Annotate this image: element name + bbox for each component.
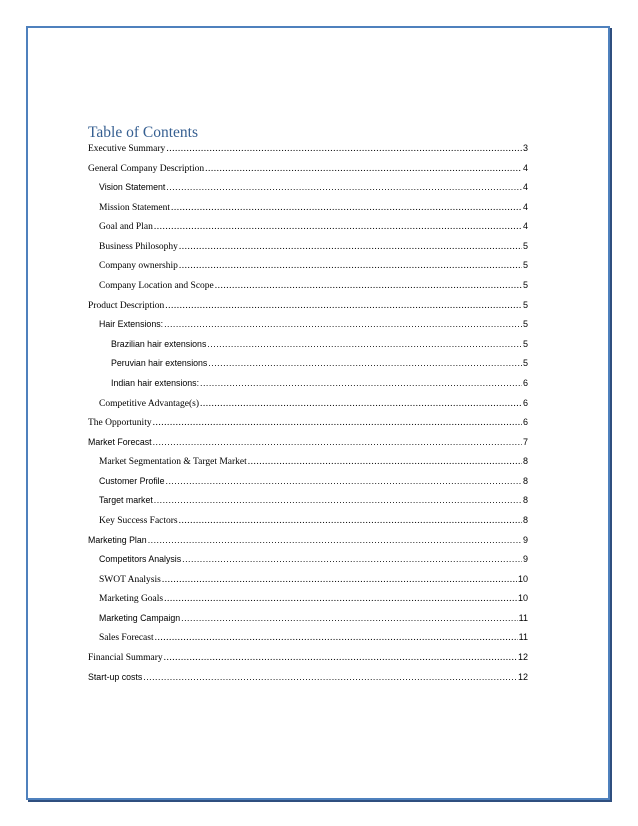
toc-entry[interactable] [88,417,528,437]
toc-entry-page: 8 [522,456,528,467]
toc-entry[interactable] [88,241,528,261]
toc-dot-leader [207,339,522,349]
toc-entry-label: Peruvian hair extensions [111,358,208,369]
toc-entry-page: 10 [517,593,528,604]
toc-entry-page: 11 [518,632,528,643]
toc-dot-leader [166,182,522,192]
toc-entry[interactable] [88,456,528,476]
toc-entry-page: 8 [522,514,528,525]
toc-entry-page: 5 [522,338,528,349]
toc-entry[interactable] [88,163,528,183]
toc-entry-page: 5 [522,280,528,291]
toc-entry-label: Target market [99,495,153,506]
toc-dot-leader [215,281,522,291]
toc-entry[interactable] [88,358,528,378]
toc-entry-page: 8 [522,475,528,486]
toc-entry-label: SWOT Analysis [99,574,161,585]
toc-dot-leader [162,575,517,585]
toc-dot-leader [179,261,522,271]
toc-entry-label: Market Segmentation & Target Market [99,457,247,468]
toc-entry-label: Product Description [88,300,165,311]
toc-entry[interactable] [88,632,528,652]
toc-dot-leader [182,554,522,564]
toc-entry[interactable] [88,280,528,300]
toc-dot-leader [179,516,522,526]
toc-entry-page: 4 [522,221,528,232]
toc-dot-leader [155,633,518,643]
toc-dot-leader [154,222,522,232]
toc-entry-label: Competitors Analysis [99,554,182,565]
toc-entry-page: 11 [518,612,528,623]
toc-entry-page: 7 [522,436,528,447]
toc-entry-label: Competitive Advantage(s) [99,398,199,409]
toc-entry-label: Customer Profile [99,475,165,486]
toc-entry[interactable] [88,515,528,535]
toc-entry-page: 4 [522,182,528,193]
toc-dot-leader [200,378,522,388]
toc-entry-label: The Opportunity [88,418,152,429]
toc-entry-label: Hair Extensions: [99,319,164,330]
toc-entry-page: 5 [522,240,528,251]
toc-entry-page: 3 [522,143,528,153]
toc-entry-page: 9 [522,534,528,545]
toc-dot-leader [165,301,522,311]
toc-entry[interactable] [88,378,528,398]
toc-entry[interactable] [88,300,528,320]
toc-entry[interactable] [88,574,528,594]
toc-entry[interactable] [88,672,528,692]
toc-dot-leader [205,164,522,174]
toc-entry[interactable] [88,652,528,672]
toc-dot-leader [154,495,522,505]
toc-entry[interactable] [88,143,528,163]
toc-dot-leader [166,476,522,486]
toc-entry-page: 10 [517,573,528,584]
toc-entry-page: 12 [517,652,528,663]
toc-entry-page: 5 [522,358,528,369]
toc-entry-label: General Company Description [88,163,205,174]
table-of-contents [88,124,528,691]
toc-entry-page: 8 [522,495,528,506]
toc-dot-leader [208,358,522,368]
toc-entry-label: Financial Summary [88,653,163,664]
toc-entry[interactable] [88,260,528,280]
toc-dot-leader [164,653,517,663]
toc-entry[interactable] [88,339,528,359]
toc-dot-leader [148,535,522,545]
toc-entry-page: 6 [522,397,528,408]
toc-dot-leader [153,437,522,447]
toc-dot-leader [181,613,517,623]
toc-entry-label: Company ownership [99,261,178,272]
toc-entry-label: Marketing Plan [88,534,147,545]
toc-entry-label: Vision Statement [99,182,166,193]
toc-entry-page: 6 [522,377,528,388]
toc-entry-label: Mission Statement [99,202,170,213]
toc-entry[interactable] [88,535,528,555]
toc-entry-label: Indian hair extensions: [111,377,200,388]
toc-dot-leader [179,242,522,252]
toc-entry-page: 4 [522,201,528,212]
toc-entry[interactable] [88,554,528,574]
toc-entry[interactable] [88,437,528,457]
toc-entry-label: Key Success Factors [99,515,178,526]
toc-entry-label: Company Location and Scope [99,281,214,292]
toc-entry[interactable] [88,495,528,515]
toc-entry-label: Business Philosophy [99,241,178,252]
toc-dot-leader [200,399,522,409]
toc-dot-leader [164,319,522,329]
toc-entry-page: 4 [522,162,528,173]
toc-entry[interactable] [88,221,528,241]
toc-dot-leader [153,418,522,428]
toc-entry-label: Market Forecast [88,436,152,447]
toc-entry[interactable] [88,613,528,633]
toc-entry-page: 5 [522,319,528,330]
toc-entry-label: Marketing Goals [99,594,164,605]
toc-entry[interactable] [88,476,528,496]
toc-entry[interactable] [88,182,528,202]
toc-entry-label: Marketing Campaign [99,612,181,623]
toc-entry[interactable] [88,202,528,222]
toc-entry-label: Sales Forecast [99,633,154,644]
toc-list [88,143,528,691]
toc-entry-label: Goal and Plan [99,222,153,233]
toc-entry-page: 12 [517,671,528,682]
toc-entry[interactable] [88,593,528,613]
toc-entry-label: Brazilian hair extensions [111,338,207,349]
toc-entry-page: 6 [522,417,528,428]
toc-entry[interactable] [88,398,528,418]
toc-dot-leader [166,144,522,154]
toc-dot-leader [143,672,517,682]
toc-entry-page: 5 [522,260,528,271]
toc-dot-leader [248,457,522,467]
toc-entry[interactable] [88,319,528,339]
toc-dot-leader [171,203,522,213]
toc-title: Table of Contents [88,124,198,141]
toc-dot-leader [164,594,517,604]
toc-entry-page: 5 [522,299,528,310]
toc-entry-page: 9 [522,554,528,565]
toc-entry-label: Executive Summary [88,144,166,154]
toc-entry-label: Start-up costs [88,671,143,682]
